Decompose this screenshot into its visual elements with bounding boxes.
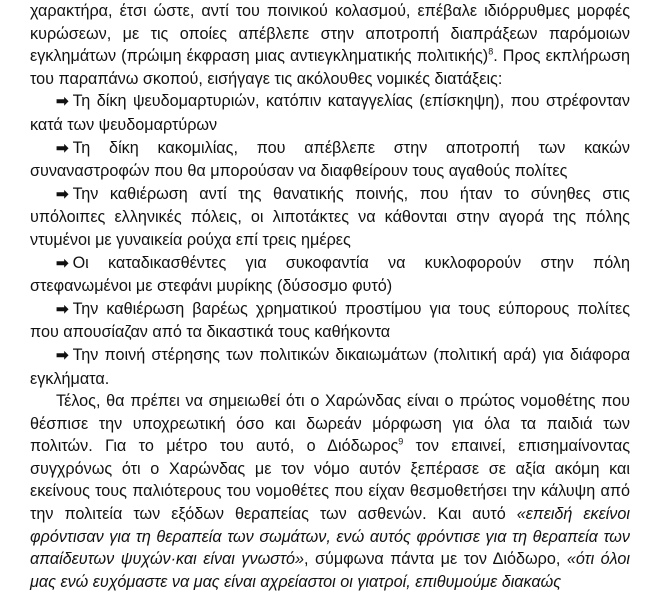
quote-diodorus-1: «επειδή εκείνοι φρόντισαν για τη θεραπεία των σωμάτων, ενώ αυτός φρόντισε για τη θεραπεία των απαίδευτων ψυχών·και είναι γνωστό» bbox=[30, 505, 630, 569]
list-item-text: Την ποινή στέρησης των πολιτικών δικαιωμάτων (πολιτική αρά) για διάφορα εγκλήματα. bbox=[30, 345, 630, 388]
footnote-ref-8[interactable]: 8 bbox=[488, 46, 494, 57]
list-item bbox=[30, 90, 630, 136]
arrow-right-icon: ➡ bbox=[56, 300, 69, 318]
closing-paragraph bbox=[30, 390, 630, 593]
list-item-text: Την καθιέρωση βαρέως χρηματικού προστίμου για τους εύπορους πολίτες που απουσίαζαν από τα δικαστικά τους καθήκοντα bbox=[30, 299, 630, 342]
arrow-right-icon: ➡ bbox=[56, 185, 69, 203]
arrow-right-icon: ➡ bbox=[56, 93, 69, 111]
document-page bbox=[30, 0, 630, 593]
quote-diodorus-2: «ότι όλοι μας ενώ ευχόμαστε να μας είναι αχρείαστοι οι γιατροί, επιθυμούμε διακαώς bbox=[30, 550, 630, 591]
list-item-text: Την καθιέρωση αντί της θανατικής ποινής, που ήταν το σύνηθες στις υπόλοιπες ελληνικές πόλεις, οι λιποτάκτες να κάθονται στην αγορά της πόλης ντυμένοι με γυναικεία ρούχα επί τρεις ημέρες bbox=[30, 184, 630, 249]
intro-text-a: χαρακτήρα, έτσι ώστε, αντί του ποινικού κολασμού, επέβαλε ιδιόρρυθμες μορφές κυρώσεων, με τις οποίες απέβλεπε στην αποτροπή διαπράξεων παρόμοιων εγκλημάτων (πρώιμη έκφραση μιας αντιεγκληματικής πολιτικής) bbox=[30, 2, 630, 66]
intro-text-b: . Προς εκπλήρωση του παραπάνω σκοπού, εισήγαγε τις ακόλουθες νομικές διατάξεις: bbox=[30, 47, 630, 88]
list-item-text: Τη δίκη ψευδομαρτυριών, κατόπιν καταγγελίας (επίσκηψη), που στρέφονταν κατά των ψευδομαρτύρων bbox=[30, 92, 630, 134]
list-item bbox=[30, 252, 630, 298]
intro-paragraph bbox=[30, 0, 630, 90]
closing-text-c: , σύμφωνα πάντα με τον Διόδωρο, bbox=[304, 550, 567, 569]
arrow-right-icon: ➡ bbox=[56, 254, 69, 272]
list-item-text: Τη δίκη κακομιλίας, που απέβλεπε στην αποτροπή των κακών συναναστροφών που θα μπορούσαν να διαφθείρουν τους αγαθούς πολίτες bbox=[30, 138, 630, 181]
list-item bbox=[30, 183, 630, 252]
list-item bbox=[30, 137, 630, 183]
list-item bbox=[30, 298, 630, 344]
arrow-right-icon: ➡ bbox=[56, 139, 69, 157]
list-item-text: Οι καταδικασθέντες για συκοφαντία να κυκλοφορούν στην πόλη στεφανωμένοι με στεφάνι μυρίκης (δύσοσμο φυτό) bbox=[30, 253, 630, 296]
closing-text-b: τον επαινεί, επισημαίνοντας συγχρόνως ότι ο Χαρώνδας με τον νόμο αυτόν ξεπέρασε σε αξία ακόμη και εκείνους τους παλιότερους του νομοθέτες που είχαν θεσμοθετήσει την κάλυψη από την πολιτεία των εξόδων θεραπείας των ασθενών. Και αυτό bbox=[30, 437, 631, 524]
arrow-right-icon: ➡ bbox=[56, 346, 69, 364]
closing-text-a: Τέλος, θα πρέπει να σημειωθεί ότι ο Χαρώνδας είναι ο πρώτος νομοθέτης που θέσπισε την υποχρεωτική όσο και δωρεάν μόρφωση για όλα τα παιδιά των πολιτών. Για το μέτρο του αυτό, ο Διόδωρος bbox=[30, 392, 630, 456]
footnote-ref-9[interactable]: 9 bbox=[398, 436, 404, 447]
list-item bbox=[30, 344, 630, 390]
